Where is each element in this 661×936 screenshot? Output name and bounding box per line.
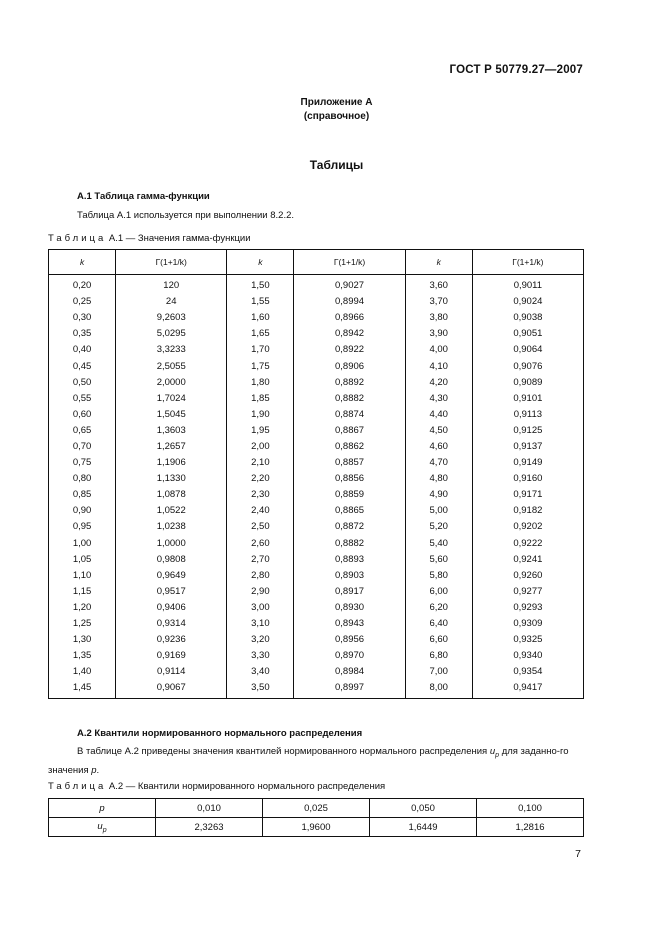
table-cell: 1,7024 — [116, 391, 227, 407]
table-cell: 5,0295 — [116, 326, 227, 342]
table-row — [49, 664, 584, 680]
table-cell: 2,10 — [227, 455, 294, 471]
table-row — [49, 584, 584, 600]
table-cell: 0,9340 — [472, 648, 583, 664]
table-cell: 3,00 — [227, 600, 294, 616]
table-cell: 0,9236 — [116, 632, 227, 648]
table-cell: 4,10 — [405, 358, 472, 374]
table-cell: 1,55 — [227, 294, 294, 310]
table-cell: 4,00 — [405, 342, 472, 358]
table-row — [49, 391, 584, 407]
table-cell: 2,5055 — [116, 358, 227, 374]
table-cell: 0,90 — [49, 503, 116, 519]
table-cell: 0,40 — [49, 342, 116, 358]
table-cell: 0,8862 — [294, 439, 405, 455]
table-cell: 0,30 — [49, 310, 116, 326]
row-label — [49, 818, 156, 837]
table-cell: 0,8917 — [294, 584, 405, 600]
table-cell: 0,8942 — [294, 326, 405, 342]
table-cell: 0,9314 — [116, 616, 227, 632]
table-cell: 1,10 — [49, 568, 116, 584]
table-cell: 1,40 — [49, 664, 116, 680]
table-cell: 24 — [116, 294, 227, 310]
table-cell: 0,9149 — [472, 455, 583, 471]
table-cell: 3,20 — [227, 632, 294, 648]
table-cell: 9,2603 — [116, 310, 227, 326]
table-row — [49, 519, 584, 535]
table-cell: 0,9171 — [472, 487, 583, 503]
table-cell: 3,50 — [227, 680, 294, 699]
table-cell: 1,60 — [227, 310, 294, 326]
table-cell: 0,9406 — [116, 600, 227, 616]
table-cell: 0,25 — [49, 294, 116, 310]
column-header: Г(1+1/k) — [472, 250, 583, 275]
table-cell: 0,9649 — [116, 568, 227, 584]
table-cell: 1,00 — [49, 536, 116, 552]
table-cell: 0,9067 — [116, 680, 227, 699]
table-cell: 3,80 — [405, 310, 472, 326]
table-cell: 0,9101 — [472, 391, 583, 407]
table-row — [49, 471, 584, 487]
table-row — [49, 326, 584, 342]
table-cell: 0,8906 — [294, 358, 405, 374]
standard-number: ГОСТ Р 50779.27—2007 — [449, 64, 583, 76]
table-cell: 0,010 — [156, 799, 263, 818]
table-row — [49, 648, 584, 664]
table-cell: 6,60 — [405, 632, 472, 648]
table-cell: 0,8856 — [294, 471, 405, 487]
table-cell: 1,3603 — [116, 423, 227, 439]
section-a1-paragraph: Таблица А.1 используется при выполнении 8.2.2. — [77, 210, 295, 221]
table-row — [49, 407, 584, 423]
table-cell: 1,25 — [49, 616, 116, 632]
paragraph-end: . — [96, 764, 100, 776]
table-cell: 4,70 — [405, 455, 472, 471]
table-cell: 0,9277 — [472, 584, 583, 600]
table-cell: 0,9076 — [472, 358, 583, 374]
table-cell: 0,9260 — [472, 568, 583, 584]
table-cell: 1,1330 — [116, 471, 227, 487]
table-cell: 0,9024 — [472, 294, 583, 310]
table-header-row — [49, 250, 584, 275]
table-cell: 1,50 — [227, 275, 294, 295]
table-cell: 0,9089 — [472, 375, 583, 391]
table-cell: 0,9113 — [472, 407, 583, 423]
table-cell: 0,025 — [263, 799, 370, 818]
table-cell: 1,45 — [49, 680, 116, 699]
paragraph-text: В таблице А.2 приведены значения квантилей нормированного нормального распределения — [77, 746, 488, 757]
table-cell: 0,100 — [477, 799, 584, 818]
quantile-subscript: p — [495, 751, 500, 759]
table-cell: 0,8865 — [294, 503, 405, 519]
table-cell: 0,8892 — [294, 375, 405, 391]
appendix-title: Приложение А — [300, 97, 373, 108]
table-cell: 5,40 — [405, 536, 472, 552]
table-cell: 4,80 — [405, 471, 472, 487]
table-cell: 0,9114 — [116, 664, 227, 680]
table-row — [49, 818, 584, 837]
table-cell: 1,0878 — [116, 487, 227, 503]
table-cell: 0,9125 — [472, 423, 583, 439]
table-cell: 3,60 — [405, 275, 472, 295]
section-a2-title: А.2 Квантили нормированного нормального распределения — [77, 728, 363, 739]
table-cell: 3,10 — [227, 616, 294, 632]
table-row — [49, 358, 584, 374]
table-cell: 0,8984 — [294, 664, 405, 680]
table-cell: 120 — [116, 275, 227, 295]
table-cell: 3,90 — [405, 326, 472, 342]
table-cell: 3,30 — [227, 648, 294, 664]
table-row — [49, 680, 584, 699]
table-cell: 0,65 — [49, 423, 116, 439]
table-cell: 0,9293 — [472, 600, 583, 616]
appendix-subtitle: (справочное) — [303, 111, 370, 122]
paragraph-text: для заданно-го значения — [48, 746, 569, 776]
caption-prefix: Таблица — [48, 233, 107, 244]
table-cell: 0,9064 — [472, 342, 583, 358]
table-row — [49, 616, 584, 632]
table-cell: 0,55 — [49, 391, 116, 407]
table-cell: 0,050 — [370, 799, 477, 818]
table-row — [49, 552, 584, 568]
table-row — [49, 423, 584, 439]
table-cell: 0,9808 — [116, 552, 227, 568]
row-label-subscript: p — [102, 826, 107, 834]
table-row — [49, 632, 584, 648]
table-cell: 1,90 — [227, 407, 294, 423]
table-cell: 2,50 — [227, 519, 294, 535]
row-label: p — [49, 799, 156, 818]
table-cell: 0,9169 — [116, 648, 227, 664]
table-cell: 2,3263 — [156, 818, 263, 837]
column-header: k — [49, 250, 116, 275]
table-cell: 0,9160 — [472, 471, 583, 487]
table-cell: 1,30 — [49, 632, 116, 648]
table-cell: 5,80 — [405, 568, 472, 584]
quantile-table — [48, 798, 584, 837]
table-cell: 3,3233 — [116, 342, 227, 358]
table-row — [49, 600, 584, 616]
table-row — [49, 375, 584, 391]
appendix-heading — [0, 96, 661, 124]
table-cell: 0,8882 — [294, 536, 405, 552]
table-cell: 0,8867 — [294, 423, 405, 439]
table-cell: 1,1906 — [116, 455, 227, 471]
table-cell: 1,6449 — [370, 818, 477, 837]
table-cell: 2,70 — [227, 552, 294, 568]
table-row — [49, 536, 584, 552]
caption-text: А.2 — Квантили нормированного нормального распределения — [108, 781, 386, 792]
table-cell: 1,0238 — [116, 519, 227, 535]
quantile-symbol: u — [489, 746, 496, 757]
table-cell: 0,9417 — [472, 680, 583, 699]
table-cell: 7,00 — [405, 664, 472, 680]
table-cell: 0,8859 — [294, 487, 405, 503]
table-cell: 6,40 — [405, 616, 472, 632]
table-cell: 0,8903 — [294, 568, 405, 584]
table-cell: 4,90 — [405, 487, 472, 503]
table-row — [49, 275, 584, 295]
table-cell: 4,30 — [405, 391, 472, 407]
caption-prefix: Таблица — [48, 781, 107, 792]
table-cell: 1,5045 — [116, 407, 227, 423]
table-cell: 1,15 — [49, 584, 116, 600]
column-header: Г(1+1/k) — [116, 250, 227, 275]
table-cell: 5,60 — [405, 552, 472, 568]
table-cell: 0,35 — [49, 326, 116, 342]
table-cell: 0,8956 — [294, 632, 405, 648]
table-cell: 0,9222 — [472, 536, 583, 552]
row-label-symbol: u — [97, 820, 103, 832]
table-cell: 0,9137 — [472, 439, 583, 455]
table-cell: 4,50 — [405, 423, 472, 439]
table-cell: 1,9600 — [263, 818, 370, 837]
table-cell: 0,8857 — [294, 455, 405, 471]
table-cell: 1,75 — [227, 358, 294, 374]
table-cell: 0,9241 — [472, 552, 583, 568]
table-row — [49, 310, 584, 326]
column-header: k — [405, 250, 472, 275]
page-number: 7 — [575, 848, 581, 860]
table-cell: 1,2816 — [477, 818, 584, 837]
table-cell: 1,0000 — [116, 536, 227, 552]
table-cell: 0,75 — [49, 455, 116, 471]
table-cell: 2,90 — [227, 584, 294, 600]
table-cell: 0,8882 — [294, 391, 405, 407]
table-cell: 0,9325 — [472, 632, 583, 648]
table-cell: 2,60 — [227, 536, 294, 552]
page-title: Таблицы — [309, 158, 364, 172]
table-row — [49, 799, 584, 818]
table-cell: 1,70 — [227, 342, 294, 358]
table-cell: 3,70 — [405, 294, 472, 310]
table-cell: 0,8922 — [294, 342, 405, 358]
table-cell: 0,8943 — [294, 616, 405, 632]
table-cell: 2,80 — [227, 568, 294, 584]
table-cell: 0,9011 — [472, 275, 583, 295]
table-row — [49, 568, 584, 584]
table-cell: 0,8930 — [294, 600, 405, 616]
table-cell: 0,8997 — [294, 680, 405, 699]
table-cell: 0,8966 — [294, 310, 405, 326]
table-cell: 1,35 — [49, 648, 116, 664]
table-cell: 0,9051 — [472, 326, 583, 342]
table-cell: 2,20 — [227, 471, 294, 487]
table-cell: 6,00 — [405, 584, 472, 600]
table-cell: 0,8872 — [294, 519, 405, 535]
table-cell: 1,80 — [227, 375, 294, 391]
table-cell: 0,9309 — [472, 616, 583, 632]
table-row — [49, 487, 584, 503]
column-header: k — [227, 250, 294, 275]
table-cell: 1,65 — [227, 326, 294, 342]
table-cell: 1,0522 — [116, 503, 227, 519]
table-cell: 0,45 — [49, 358, 116, 374]
table-cell: 0,80 — [49, 471, 116, 487]
table-cell: 1,05 — [49, 552, 116, 568]
section-a2-paragraph — [48, 744, 586, 778]
table-row — [49, 503, 584, 519]
table-row — [49, 342, 584, 358]
table-cell: 1,2657 — [116, 439, 227, 455]
table-cell: 0,95 — [49, 519, 116, 535]
table-cell: 0,70 — [49, 439, 116, 455]
table-cell: 2,30 — [227, 487, 294, 503]
table-cell: 0,8970 — [294, 648, 405, 664]
table-cell: 0,9354 — [472, 664, 583, 680]
table-row — [49, 294, 584, 310]
probability-symbol: p — [91, 764, 97, 776]
table-cell: 3,40 — [227, 664, 294, 680]
table-cell: 0,8874 — [294, 407, 405, 423]
table-cell: 0,9202 — [472, 519, 583, 535]
table-cell: 0,9182 — [472, 503, 583, 519]
section-a1-title: А.1 Таблица гамма-функции — [77, 191, 210, 202]
table-cell: 2,40 — [227, 503, 294, 519]
table-cell: 6,20 — [405, 600, 472, 616]
table-row — [49, 439, 584, 455]
table-cell: 0,8994 — [294, 294, 405, 310]
table-cell: 2,0000 — [116, 375, 227, 391]
table-cell: 5,20 — [405, 519, 472, 535]
table-cell: 5,00 — [405, 503, 472, 519]
gamma-table — [48, 249, 584, 699]
table-cell: 0,9517 — [116, 584, 227, 600]
table-cell: 0,85 — [49, 487, 116, 503]
table-cell: 0,50 — [49, 375, 116, 391]
column-header: Г(1+1/k) — [294, 250, 405, 275]
table-cell: 8,00 — [405, 680, 472, 699]
table-row — [49, 455, 584, 471]
table-cell: 4,60 — [405, 439, 472, 455]
table-cell: 4,20 — [405, 375, 472, 391]
table-cell: 1,95 — [227, 423, 294, 439]
table-cell: 2,00 — [227, 439, 294, 455]
table-a1-caption — [48, 233, 251, 244]
table-cell: 6,80 — [405, 648, 472, 664]
caption-text: А.1 — Значения гамма-функции — [108, 233, 251, 244]
table-cell: 1,85 — [227, 391, 294, 407]
table-cell: 0,9038 — [472, 310, 583, 326]
table-a2-caption — [48, 781, 385, 792]
table-cell: 0,8893 — [294, 552, 405, 568]
table-cell: 1,20 — [49, 600, 116, 616]
table-cell: 0,20 — [49, 275, 116, 295]
table-cell: 0,9027 — [294, 275, 405, 295]
table-cell: 0,60 — [49, 407, 116, 423]
table-cell: 4,40 — [405, 407, 472, 423]
